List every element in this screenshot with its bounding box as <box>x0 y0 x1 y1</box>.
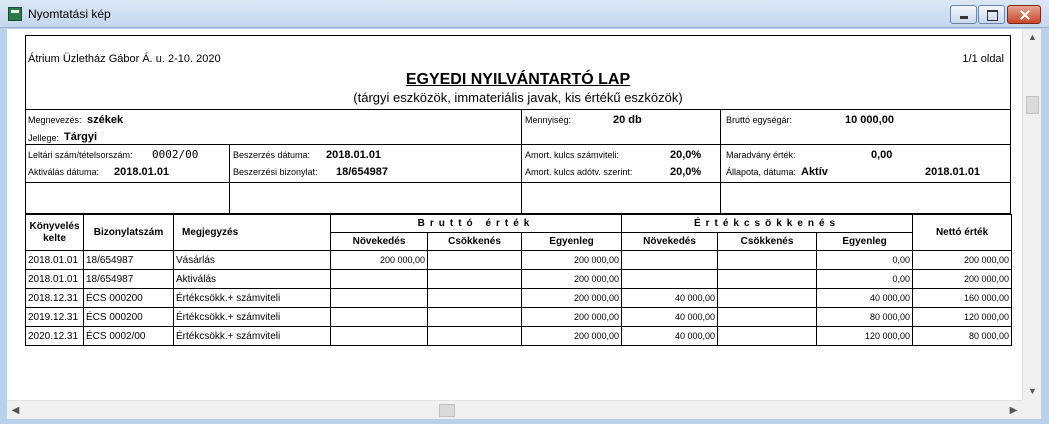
company-line: Átrium Üzletház Gábor Á. u. 2-10. 2020 <box>28 53 221 65</box>
beszerzesi-bizonylat-value: 18/654987 <box>336 166 388 178</box>
col-megjegyzes: Megjegyzés <box>174 215 331 251</box>
info-cell-empty-3 <box>522 183 721 213</box>
cell-brutto-novekedes <box>331 289 428 308</box>
cell-date: 2019.12.31 <box>26 308 84 327</box>
col-brutto-novekedes: Növekedés <box>331 233 428 251</box>
cell-brutto-csokkenes <box>428 251 522 270</box>
cell-ecs-csokkenes <box>718 289 817 308</box>
cell-brutto-egyenleg: 200 000,00 <box>522 270 622 289</box>
allapota-date: 2018.01.01 <box>925 166 981 178</box>
cell-brutto-csokkenes <box>428 327 522 346</box>
info-cell-empty-2 <box>230 183 522 213</box>
scroll-down-icon[interactable]: ▼ <box>1028 386 1037 396</box>
table-row <box>26 327 1012 346</box>
cell-ecs-novekedes: 40 000,00 <box>622 308 718 327</box>
cell-netto: 80 000,00 <box>913 327 1012 346</box>
cell-brutto-egyenleg: 200 000,00 <box>522 327 622 346</box>
cell-date: 2018.01.01 <box>26 251 84 270</box>
egysegar-value: 10 000,00 <box>845 114 894 126</box>
report-header <box>25 35 1011 109</box>
report-subtitle: (tárgyi eszközök, immateriális javak, kis értékű eszközök) <box>353 90 683 105</box>
group-ertekcsokkenes: Értékcsökkenés <box>622 215 913 233</box>
cell-brutto-csokkenes <box>428 289 522 308</box>
beszerzesi-bizonylat-label: Beszerzési bizonylat: <box>233 167 318 177</box>
egysegar-label: Bruttó egységár: <box>726 115 793 125</box>
info-cell-name <box>26 110 522 144</box>
horizontal-scrollbar[interactable] <box>7 400 1022 419</box>
cell-brutto-novekedes: 200 000,00 <box>331 251 428 270</box>
col-ecs-csokkenes: Csökkenés <box>718 233 817 251</box>
info-block-empty <box>25 183 1011 214</box>
cell-ecs-csokkenes <box>718 251 817 270</box>
scroll-right-icon[interactable]: ▶ <box>1009 405 1018 416</box>
amort-adotv-value: 20,0% <box>670 166 702 178</box>
cell-netto: 120 000,00 <box>913 308 1012 327</box>
cell-doc: ÉCS 0002/00 <box>84 327 174 346</box>
minimize-button[interactable] <box>950 5 977 24</box>
scroll-left-icon[interactable]: ◀ <box>11 405 20 416</box>
app-icon <box>8 7 22 21</box>
info-cell-empty-1 <box>26 183 230 213</box>
scroll-up-icon[interactable]: ▲ <box>1028 32 1037 42</box>
cell-netto: 200 000,00 <box>913 251 1012 270</box>
table-row <box>26 251 1012 270</box>
cell-brutto-egyenleg: 200 000,00 <box>522 251 622 270</box>
cell-note: Értékcsökk.+ számviteli <box>174 308 331 327</box>
cell-ecs-novekedes: 40 000,00 <box>622 289 718 308</box>
info-cell-amortization <box>522 145 721 182</box>
info-block-details <box>25 145 1011 183</box>
cell-doc: 18/654987 <box>84 270 174 289</box>
beszerzes-datum-label: Beszerzés dátuma: <box>233 150 311 160</box>
cell-ecs-novekedes <box>622 270 718 289</box>
leltari-label: Leltári szám/tételsorszám: <box>28 150 133 160</box>
cell-brutto-csokkenes <box>428 270 522 289</box>
mennyiseg-value: 20 db <box>613 114 642 126</box>
col-konyveles-kelte: Könyvelés kelte <box>26 215 84 251</box>
amort-adotv-label: Amort. kulcs adótv. szerint: <box>525 167 633 177</box>
page-number: 1/1 oldal <box>962 53 1004 65</box>
cell-brutto-egyenleg: 200 000,00 <box>522 308 622 327</box>
cell-netto: 200 000,00 <box>913 270 1012 289</box>
info-cell-quantity <box>522 110 721 144</box>
group-brutto-ertek: Bruttó érték <box>331 215 622 233</box>
cell-brutto-novekedes <box>331 270 428 289</box>
horizontal-scroll-thumb[interactable] <box>439 404 455 417</box>
megnevezes-label: Megnevezés: <box>28 115 82 125</box>
maradvany-value: 0,00 <box>871 149 893 161</box>
cell-doc: 18/654987 <box>84 251 174 270</box>
cell-doc: ÉCS 000200 <box>84 289 174 308</box>
window-title: Nyomtatási kép <box>28 7 111 21</box>
info-cell-unit-price <box>721 110 1011 144</box>
cell-ecs-egyenleg: 0,00 <box>817 270 913 289</box>
vertical-scroll-thumb[interactable] <box>1026 96 1039 114</box>
info-cell-inventory <box>26 145 230 182</box>
cell-note: Vásárlás <box>174 251 331 270</box>
mennyiseg-label: Mennyiség: <box>525 115 572 125</box>
cell-netto: 160 000,00 <box>913 289 1012 308</box>
window-titlebar[interactable] <box>0 0 1049 28</box>
cell-ecs-egyenleg: 0,00 <box>817 251 913 270</box>
cell-note: Értékcsökk.+ számviteli <box>174 289 331 308</box>
cell-brutto-egyenleg: 200 000,00 <box>522 289 622 308</box>
amort-szamviteli-label: Amort. kulcs számviteli: <box>525 150 620 160</box>
info-cell-purchase <box>230 145 522 182</box>
cell-ecs-egyenleg: 120 000,00 <box>817 327 913 346</box>
cell-date: 2018.01.01 <box>26 270 84 289</box>
cell-date: 2020.12.31 <box>26 327 84 346</box>
cell-ecs-novekedes: 40 000,00 <box>622 327 718 346</box>
cell-doc: ÉCS 000200 <box>84 308 174 327</box>
print-preview-page <box>7 29 1022 400</box>
cell-ecs-csokkenes <box>718 270 817 289</box>
cell-ecs-novekedes <box>622 251 718 270</box>
col-brutto-egyenleg: Egyenleg <box>522 233 622 251</box>
vertical-scrollbar[interactable] <box>1022 29 1041 400</box>
jellege-label: Jellege: <box>28 133 60 143</box>
close-button[interactable] <box>1007 5 1041 24</box>
info-cell-status <box>721 145 1011 182</box>
table-row <box>26 289 1012 308</box>
col-netto-ertek: Nettó érték <box>913 215 1012 251</box>
cell-brutto-csokkenes <box>428 308 522 327</box>
cell-ecs-egyenleg: 80 000,00 <box>817 308 913 327</box>
cell-ecs-csokkenes <box>718 308 817 327</box>
report-title: EGYEDI NYILVÁNTARTÓ LAP <box>405 71 631 88</box>
allapota-value: Aktív <box>801 166 828 178</box>
col-brutto-csokkenes: Csökkenés <box>428 233 522 251</box>
table-row <box>26 270 1012 289</box>
col-bizonylatszam: Bizonylatszám <box>84 215 174 251</box>
cell-brutto-novekedes <box>331 308 428 327</box>
jellege-value: Tárgyi <box>64 131 98 143</box>
col-ecs-novekedes: Növekedés <box>622 233 718 251</box>
allapota-label: Állapota, dátuma: <box>726 167 797 177</box>
table-row <box>26 308 1012 327</box>
cell-ecs-egyenleg: 40 000,00 <box>817 289 913 308</box>
scrollbar-corner <box>1022 400 1041 419</box>
cell-ecs-csokkenes <box>718 327 817 346</box>
maximize-button[interactable] <box>978 5 1005 24</box>
col-ecs-egyenleg: Egyenleg <box>817 233 913 251</box>
aktivalas-value: 2018.01.01 <box>114 166 170 178</box>
ledger-table <box>25 214 1012 346</box>
cell-brutto-novekedes <box>331 327 428 346</box>
amort-szamviteli-value: 20,0% <box>670 149 702 161</box>
aktivalas-label: Aktiválás dátuma: <box>28 167 100 177</box>
cell-date: 2018.12.31 <box>26 289 84 308</box>
cell-note: Értékcsökk.+ számviteli <box>174 327 331 346</box>
maradvany-label: Maradvány érték: <box>726 150 796 160</box>
leltari-value: 0002/00 <box>152 148 199 161</box>
beszerzes-datum-value: 2018.01.01 <box>326 149 382 161</box>
info-block-name <box>25 109 1011 145</box>
megnevezes-value: székek <box>87 114 124 126</box>
cell-note: Aktiválás <box>174 270 331 289</box>
